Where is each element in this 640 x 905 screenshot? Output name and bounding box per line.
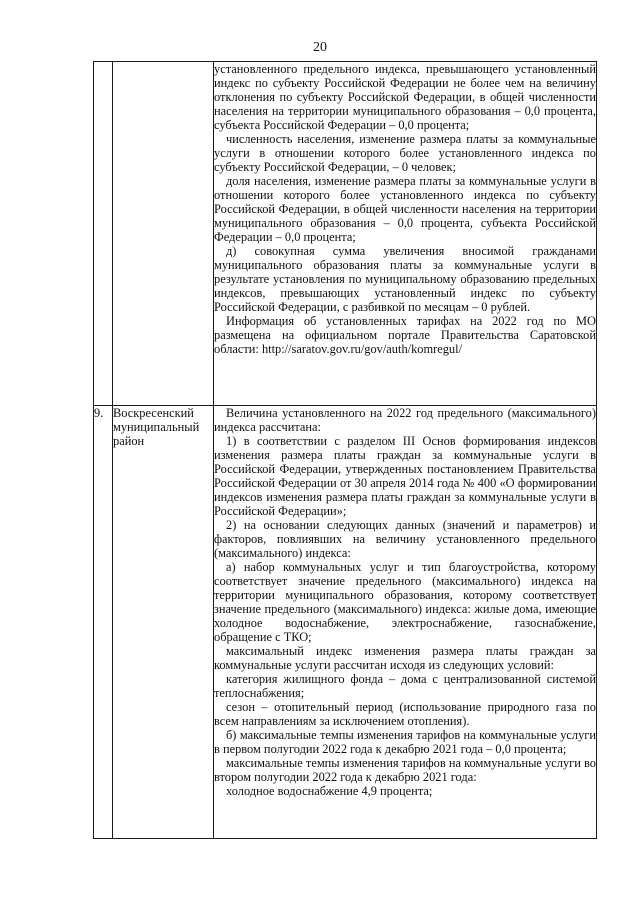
paragraph: сезон – отопительный период (использование природного газа по всем направлениям за исключением отопления). [214,700,596,728]
paragraph: Величина установленного на 2022 год предельного (максимального) индекса рассчитана: [214,406,596,434]
paragraph: а) набор коммунальных услуг и тип благоустройства, которому соответствует значение предельного (максимального) индекса на территории муниципального образования, которому соответствует значение предельного (максимального) индекса: жилые дома, имеющие холодное водоснабжение, электроснабжение, газоснабжение, обращение с ТКО; [214,560,596,644]
paragraph: установленного предельного индекса, превышающего установленный индекс по субъекту Российской Федерации не более чем на величину отклонения по субъекту Российской Федерации, в общей численности населения на территории муниципального образования – 0,0 процента, субъекта Российской Федерации – 0,0 процента; [214,62,596,132]
paragraph: д) совокупная сумма увеличения вносимой гражданами муниципального образования платы за коммунальные услуги в результате установления по муниципальному образованию предельных индексов, превышающих установленный индекс по субъекту Российской Федерации, с разбивкой по месяцам – 0 рублей. [214,244,596,314]
paragraph: 2) на основании следующих данных (значений и параметров) и факторов, повлиявших на величину установленного предельного (максимального) индекса: [214,518,596,560]
page-number: 20 [313,40,327,55]
paragraph: 1) в соответствии с разделом III Основ формирования индексов изменения размера платы граждан за коммунальные услуги в Российской Федерации, утвержденных постановлением Правительства Российской Федерации от 30 апреля 2014 года № 400 «О формировании индексов изменения размера платы граждан за коммунальные услуги в Российской Федерации»; [214,434,596,518]
paragraph: максимальные темпы изменения тарифов на коммунальные услуги во втором полугодии 2022 года к декабрю 2021 года: [214,756,596,784]
paragraph: Информация об установленных тарифах на 2022 год по МО размещена на официальном портале Правительства Саратовской области: http://saratov.gov.ru/gov/auth/komregul/ [214,314,596,356]
row-number-cell: 9. [94,406,113,839]
document-table [93,61,597,839]
row-number-cell [94,62,113,406]
info-text-cell [214,62,597,406]
info-text-cell [214,406,597,839]
municipality-name-cell [113,62,214,406]
paragraph: доля населения, изменение размера платы за коммунальные услуги в отношении которого более установленного индекса по субъекту Российской Федерации, в общей численности населения на территории муниципального образования – 0,0 процента, субъекта Российской Федерации – 0,0 процента; [214,174,596,244]
municipality-name-cell: Воскресенский муниципальный район [113,406,214,839]
table-row [94,62,597,406]
paragraph: численность населения, изменение размера платы за коммунальные услуги в отношении которого более установленного индекса по субъекту Российской Федерации, – 0 человек; [214,132,596,174]
paragraph: холодное водоснабжение 4,9 процента; [226,784,433,798]
paragraph: максимальный индекс изменения размера платы граждан за коммунальные услуги рассчитан исходя из следующих условий: [214,644,596,672]
paragraph: б) максимальные темпы изменения тарифов на коммунальные услуги в первом полугодии 2022 года к декабрю 2021 года – 0,0 процента; [214,728,596,756]
table-row [94,406,597,839]
paragraph: категория жилищного фонда – дома с централизованной системой теплоснабжения; [214,672,596,700]
